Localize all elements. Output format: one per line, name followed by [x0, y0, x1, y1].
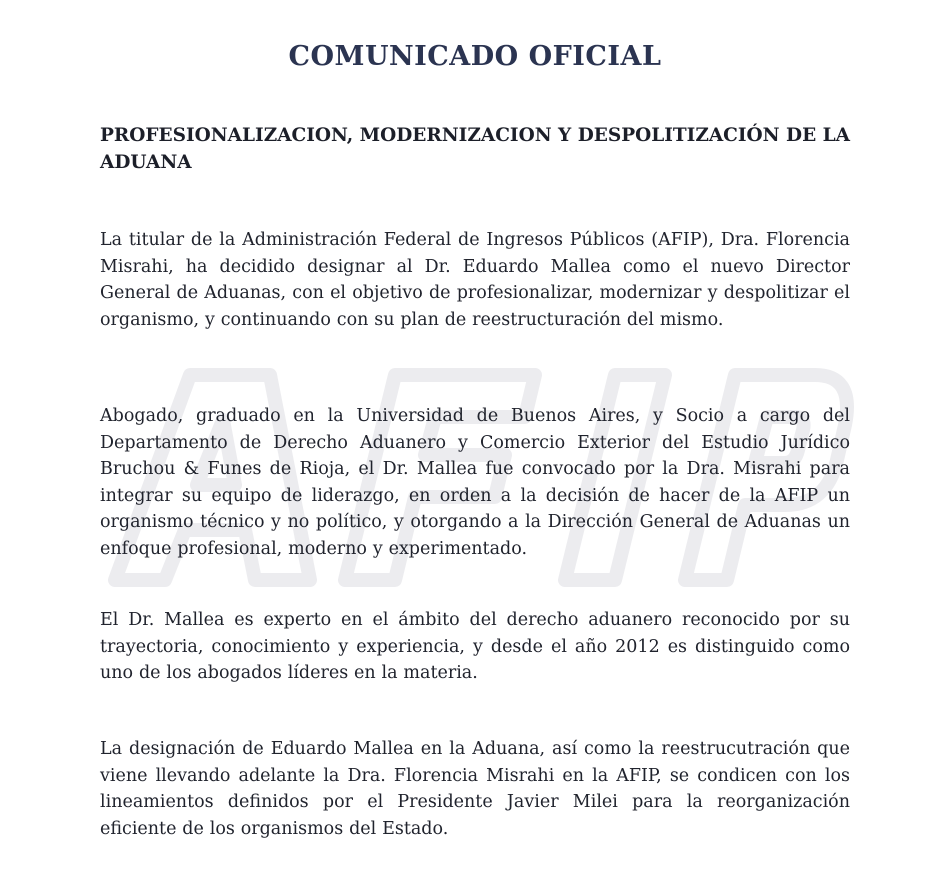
paragraph-4: La designación de Eduardo Mallea en la Aduana, así como la reestrucutración que viene llevando adelante la Dra. Florencia Misrahi en la AFIP, se condicen con los lineamientos definidos por el Presidente Javier Milei para la reorganización eficiente de los organismos del Estado.	[100, 739, 850, 839]
paragraph-1: La titular de la Administración Federal de Ingresos Públicos (AFIP), Dra. Florencia Misrahi, ha decidido designar al Dr. Eduardo Mallea como el nuevo Director General de Aduanas, con el objetivo de profesionalizar, modernizar y despolitizar el organismo, y continuando con su plan de reestructuración del mismo.	[100, 230, 850, 330]
document-title: COMUNICADO OFICIAL	[288, 41, 662, 72]
paragraph-2: Abogado, graduado en la Universidad de Buenos Aires, y Socio a cargo del Departamento de Derecho Aduanero y Comercio Exterior del Estudio Jurídico Bruchou & Funes de Rioja, el Dr. Mallea fue convocado por la Dra. Misrahi para integrar su equipo de liderazgo, en orden a la decisión de hacer de la AFIP un organismo técnico y no político, y otorgando a la Dirección General de Aduanas un enfoque profesional, moderno y experimentado.	[100, 406, 850, 559]
paragraph-3: El Dr. Mallea es experto en el ámbito del derecho aduanero reconocido por su trayectoria, conocimiento y experiencia, y desde el año 2012 es distinguido como uno de los abogados líderes en la materia.	[100, 610, 850, 683]
document-subtitle: PROFESIONALIZACION, MODERNIZACION Y DESPOLITIZACIÓN DE LA ADUANA	[100, 125, 850, 173]
